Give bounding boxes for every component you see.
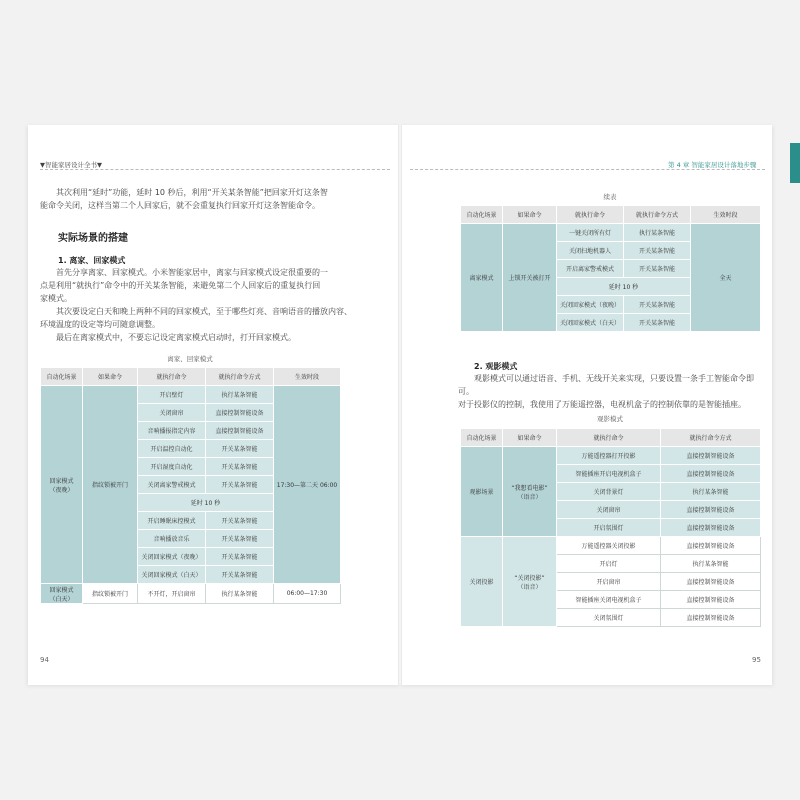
period-cell: 全天 bbox=[691, 224, 761, 332]
method-cell: 直接控制智能设备 bbox=[206, 404, 274, 422]
trigger-cell: 上锁开关被打开 bbox=[503, 224, 557, 332]
command-cell: 开启睡眠床控模式 bbox=[138, 512, 206, 530]
table-header-cell: 就执行命令方式 bbox=[661, 429, 761, 447]
command-cell: 关闭离家警戒模式 bbox=[138, 476, 206, 494]
body-line: 家模式。 bbox=[40, 294, 72, 303]
command-cell: 开启湿度自动化 bbox=[138, 458, 206, 476]
method-cell: 直接控制智能设备 bbox=[661, 519, 761, 537]
left-running-header: ▼智能家居设计全书▼ bbox=[40, 161, 102, 169]
command-cell: 音响播放音乐 bbox=[138, 530, 206, 548]
home-leave-table bbox=[40, 367, 341, 604]
method-cell: 执行某条智能 bbox=[206, 386, 274, 404]
subsection-title: 2. 观影模式 bbox=[474, 362, 518, 371]
table-caption: 观影模式 bbox=[597, 415, 623, 423]
command-cell: 万能遥控器关闭投影 bbox=[557, 537, 661, 555]
method-cell: 开关某条智能 bbox=[624, 260, 691, 278]
table-row bbox=[461, 537, 761, 555]
method-cell: 直接控制智能设备 bbox=[661, 609, 761, 627]
trigger-cell: 指纹锁被开门 bbox=[83, 584, 138, 604]
command-cell: 关闭窗帘 bbox=[557, 501, 661, 519]
right-header-rule bbox=[410, 169, 765, 170]
table-header-cell: 就执行命令 bbox=[557, 429, 661, 447]
command-cell: 一键关闭所有灯 bbox=[557, 224, 624, 242]
method-cell: 直接控制智能设备 bbox=[661, 537, 761, 555]
scene-cell: 回家模式 （夜晚） bbox=[41, 386, 83, 584]
command-cell: 关闭扫地机器人 bbox=[557, 242, 624, 260]
method-cell: 开关某条智能 bbox=[206, 566, 274, 584]
command-cell: 关闭回家模式（夜晚） bbox=[557, 296, 624, 314]
command-cell: 音响播报指定内容 bbox=[138, 422, 206, 440]
table-header-cell: 就执行命令方式 bbox=[624, 206, 691, 224]
command-cell: 不开灯，开启窗帘 bbox=[138, 584, 206, 604]
method-cell: 执行某条智能 bbox=[661, 483, 761, 501]
command-cell: 关闭氛围灯 bbox=[557, 609, 661, 627]
intro-line: 能命令关闭，这样当第二个人回家后，就不会重复执行回家开灯这条智能命令。 bbox=[40, 201, 320, 210]
method-cell: 开关某条智能 bbox=[206, 476, 274, 494]
command-cell: 关闭窗帘 bbox=[138, 404, 206, 422]
body-paragraph bbox=[40, 266, 360, 344]
right-page-number: 95 bbox=[752, 656, 761, 664]
method-cell: 直接控制智能设备 bbox=[661, 573, 761, 591]
table-caption: 离家、回家模式 bbox=[167, 355, 213, 363]
method-cell: 直接控制智能设备 bbox=[661, 591, 761, 609]
delay-cell: 延时 10 秒 bbox=[138, 494, 274, 512]
body-line: 最后在离家模式中，不要忘记设定离家模式启动时，打开回家模式。 bbox=[56, 333, 296, 342]
method-cell: 开关某条智能 bbox=[206, 440, 274, 458]
method-cell: 直接控制智能设备 bbox=[661, 447, 761, 465]
table-header-cell: 如果命令 bbox=[83, 368, 138, 386]
body-line: 观影模式可以通过语音、手机、无线开关来实现，只要设置一条手工智能命令即可。 bbox=[458, 374, 754, 396]
left-header-rule bbox=[40, 169, 390, 170]
body-line: 环境温度的设定等均可随意调整。 bbox=[40, 320, 160, 329]
chapter-tab bbox=[790, 143, 800, 183]
table-row bbox=[41, 584, 341, 604]
table-header-row bbox=[461, 429, 761, 447]
method-cell: 开关某条智能 bbox=[206, 458, 274, 476]
body-line: 点是利用“就执行”命令中的开关某条智能，来避免第二个人回家后的重复执行回 bbox=[40, 281, 321, 290]
command-cell: 关闭回家模式（夜晚） bbox=[138, 548, 206, 566]
subsection-title: 1. 离家、回家模式 bbox=[58, 256, 126, 265]
table-header-cell: 生效时段 bbox=[691, 206, 761, 224]
command-cell: 开启窗帘 bbox=[557, 573, 661, 591]
trigger-cell: “关闭投影” （语音） bbox=[503, 537, 557, 627]
table-caption: 续表 bbox=[603, 193, 617, 201]
scene-cell: 关闭投影 bbox=[461, 537, 503, 627]
intro-paragraph bbox=[40, 186, 360, 212]
right-running-header: 第 4 章 智能家居设计落地步骤 bbox=[668, 161, 757, 169]
trigger-cell: “我想看电影” （语音） bbox=[503, 447, 557, 537]
command-cell: 万能遥控器打开投影 bbox=[557, 447, 661, 465]
body-line: 其次要设定白天和晚上两种不同的回家模式，至于哪些灯亮、音响语音的播放内容、 bbox=[56, 307, 352, 316]
body-line: 首先分享离家、回家模式。小米智能家居中，离家与回家模式设定很重要的一 bbox=[56, 268, 328, 277]
command-cell: 开启氛围灯 bbox=[557, 519, 661, 537]
command-cell: 关闭回家模式（白天） bbox=[557, 314, 624, 332]
method-cell: 开关某条智能 bbox=[206, 530, 274, 548]
command-cell: 开启离家警戒模式 bbox=[557, 260, 624, 278]
section-title: 实际场景的搭建 bbox=[58, 233, 128, 244]
method-cell: 执行某条智能 bbox=[206, 584, 274, 604]
scene-cell: 离家模式 bbox=[461, 224, 503, 332]
movie-mode-table bbox=[460, 428, 761, 627]
trigger-cell: 指纹锁被开门 bbox=[83, 386, 138, 584]
command-cell: 关闭背景灯 bbox=[557, 483, 661, 501]
table-header-cell: 如果命令 bbox=[503, 429, 557, 447]
table-header-cell: 生效时段 bbox=[274, 368, 341, 386]
command-cell: 关闭回家模式（白天） bbox=[138, 566, 206, 584]
method-cell: 开关某条智能 bbox=[624, 242, 691, 260]
book-gutter bbox=[398, 125, 402, 685]
table-header-cell: 自动化场景 bbox=[41, 368, 83, 386]
period-cell: 06:00—17:30 bbox=[274, 584, 341, 604]
method-cell: 开关某条智能 bbox=[624, 314, 691, 332]
command-cell: 智能插座关闭电视机盒子 bbox=[557, 591, 661, 609]
scene-cell: 观影场景 bbox=[461, 447, 503, 537]
method-cell: 直接控制智能设备 bbox=[661, 501, 761, 519]
method-cell: 直接控制智能设备 bbox=[206, 422, 274, 440]
method-cell: 开关某条智能 bbox=[624, 296, 691, 314]
table-header-cell: 自动化场景 bbox=[461, 206, 503, 224]
intro-line: 其次利用“延时”功能，延时 10 秒后，利用“开关某条智能”把回家开灯这条智 bbox=[56, 188, 328, 197]
period-cell: 17:30—第二天 06:00 bbox=[274, 386, 341, 584]
body-line: 对于投影仪的控制，我使用了万能遥控器，电视机盒子的控制依靠的是智能插座。 bbox=[458, 400, 746, 409]
left-page-number: 94 bbox=[40, 656, 49, 664]
table-header-cell: 就执行命令 bbox=[138, 368, 206, 386]
method-cell: 执行某条智能 bbox=[661, 555, 761, 573]
table-row bbox=[461, 447, 761, 465]
body-paragraph bbox=[458, 372, 768, 411]
scene-cell: 回家模式 （白天） bbox=[41, 584, 83, 604]
leave-mode-table bbox=[460, 205, 761, 332]
table-header-row bbox=[41, 368, 341, 386]
command-cell: 开启灯 bbox=[557, 555, 661, 573]
command-cell: 开启温控自动化 bbox=[138, 440, 206, 458]
method-cell: 执行某条智能 bbox=[624, 224, 691, 242]
table-row bbox=[461, 224, 761, 242]
command-cell: 智能插座开启电视机盒子 bbox=[557, 465, 661, 483]
table-row bbox=[41, 386, 341, 404]
method-cell: 直接控制智能设备 bbox=[661, 465, 761, 483]
table-header-cell: 如果命令 bbox=[503, 206, 557, 224]
table-header-cell: 就执行命令 bbox=[557, 206, 624, 224]
table-header-cell: 就执行命令方式 bbox=[206, 368, 274, 386]
table-header-row bbox=[461, 206, 761, 224]
table-header-cell: 自动化场景 bbox=[461, 429, 503, 447]
method-cell: 开关某条智能 bbox=[206, 512, 274, 530]
delay-cell: 延时 10 秒 bbox=[557, 278, 691, 296]
command-cell: 开启壁灯 bbox=[138, 386, 206, 404]
method-cell: 开关某条智能 bbox=[206, 548, 274, 566]
